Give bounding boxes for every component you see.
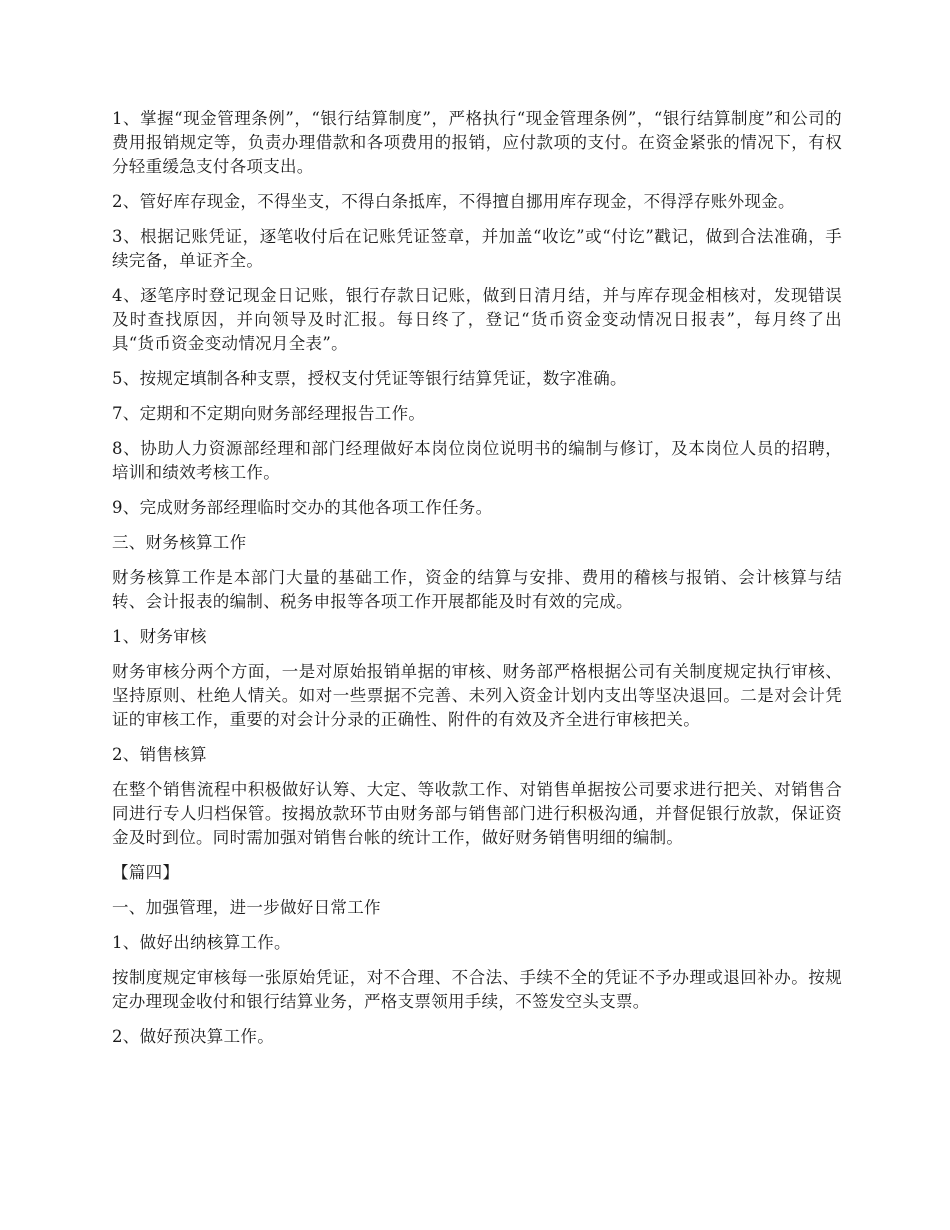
section-heading: 一、加强管理，进一步做好日常工作: [112, 898, 381, 917]
paragraph: 4、逐笔序时登记现金日记账，银行存款日记账，做到日清月结，并与库存现金相核对，发现错误及时查找原因，并向领导及时汇报。每日终了，登记“货币资金变动情况日报表”，每月终了出具“货币资金变动情况月全表”。: [112, 286, 842, 353]
paragraph: 8、协助人力资源部经理和部门经理做好本岗位岗位说明书的编制与修订，及本岗位人员的招聘，培训和绩效考核工作。: [112, 439, 842, 482]
document-page: [112, 107, 842, 1060]
paragraph: 3、根据记账凭证，逐笔收付后在记账凭证签章，并加盖“收讫”或“付讫”戳记，做到合法准确，手续完备，单证齐全。: [112, 227, 842, 270]
subsection-heading: 2、销售核算: [112, 745, 207, 764]
paragraph: 9、完成财务部经理临时交办的其他各项工作任务。: [112, 498, 493, 517]
paragraph: 财务审核分两个方面，一是对原始报销单据的审核、财务部严格根据公司有关制度规定执行审核、坚持原则、杜绝人情关。如对一些票据不完善、未列入资金计划内支出等坚决退回。二是对会计凭证的审核工作，重要的对会计分录的正确性、附件的有效及齐全进行审核把关。: [112, 662, 842, 729]
subsection-heading: 1、做好出纳核算工作。: [112, 933, 291, 952]
chapter-marker: 【篇四】: [112, 863, 180, 882]
subsection-heading: 1、财务审核: [112, 627, 207, 646]
section-heading: 三、财务核算工作: [112, 533, 247, 552]
subsection-heading: 2、做好预决算工作。: [112, 1027, 274, 1046]
paragraph: 财务核算工作是本部门大量的基础工作，资金的结算与安排、费用的稽核与报销、会计核算与结转、会计报表的编制、税务申报等各项工作开展都能及时有效的完成。: [112, 568, 842, 611]
paragraph: 5、按规定填制各种支票，授权支付凭证等银行结算凭证，数字准确。: [112, 369, 627, 388]
paragraph: 2、管好库存现金，不得坐支，不得白条抵库，不得擅自挪用库存现金，不得浮存账外现金。: [112, 192, 795, 211]
paragraph: 7、定期和不定期向财务部经理报告工作。: [112, 404, 426, 423]
paragraph: 在整个销售流程中积极做好认筹、大定、等收款工作、对销售单据按公司要求进行把关、对销售合同进行专人归档保管。按揭放款环节由财务部与销售部门进行积极沟通，并督促银行放款，保证资金及时到位。同时需加强对销售台帐的统计工作，做好财务销售明细的编制。: [112, 780, 842, 847]
paragraph: 1、掌握“现金管理条例”，“银行结算制度”，严格执行“现金管理条例”，“银行结算制度”和公司的费用报销规定等，负责办理借款和各项费用的报销，应付款项的支付。在资金紧张的情况下，有权分轻重缓急支付各项支出。: [112, 109, 842, 176]
paragraph: 按制度规定审核每一张原始凭证，对不合理、不合法、手续不全的凭证不予办理或退回补办。按规定办理现金收付和银行结算业务，严格支票领用手续，不签发空头支票。: [112, 968, 842, 1011]
